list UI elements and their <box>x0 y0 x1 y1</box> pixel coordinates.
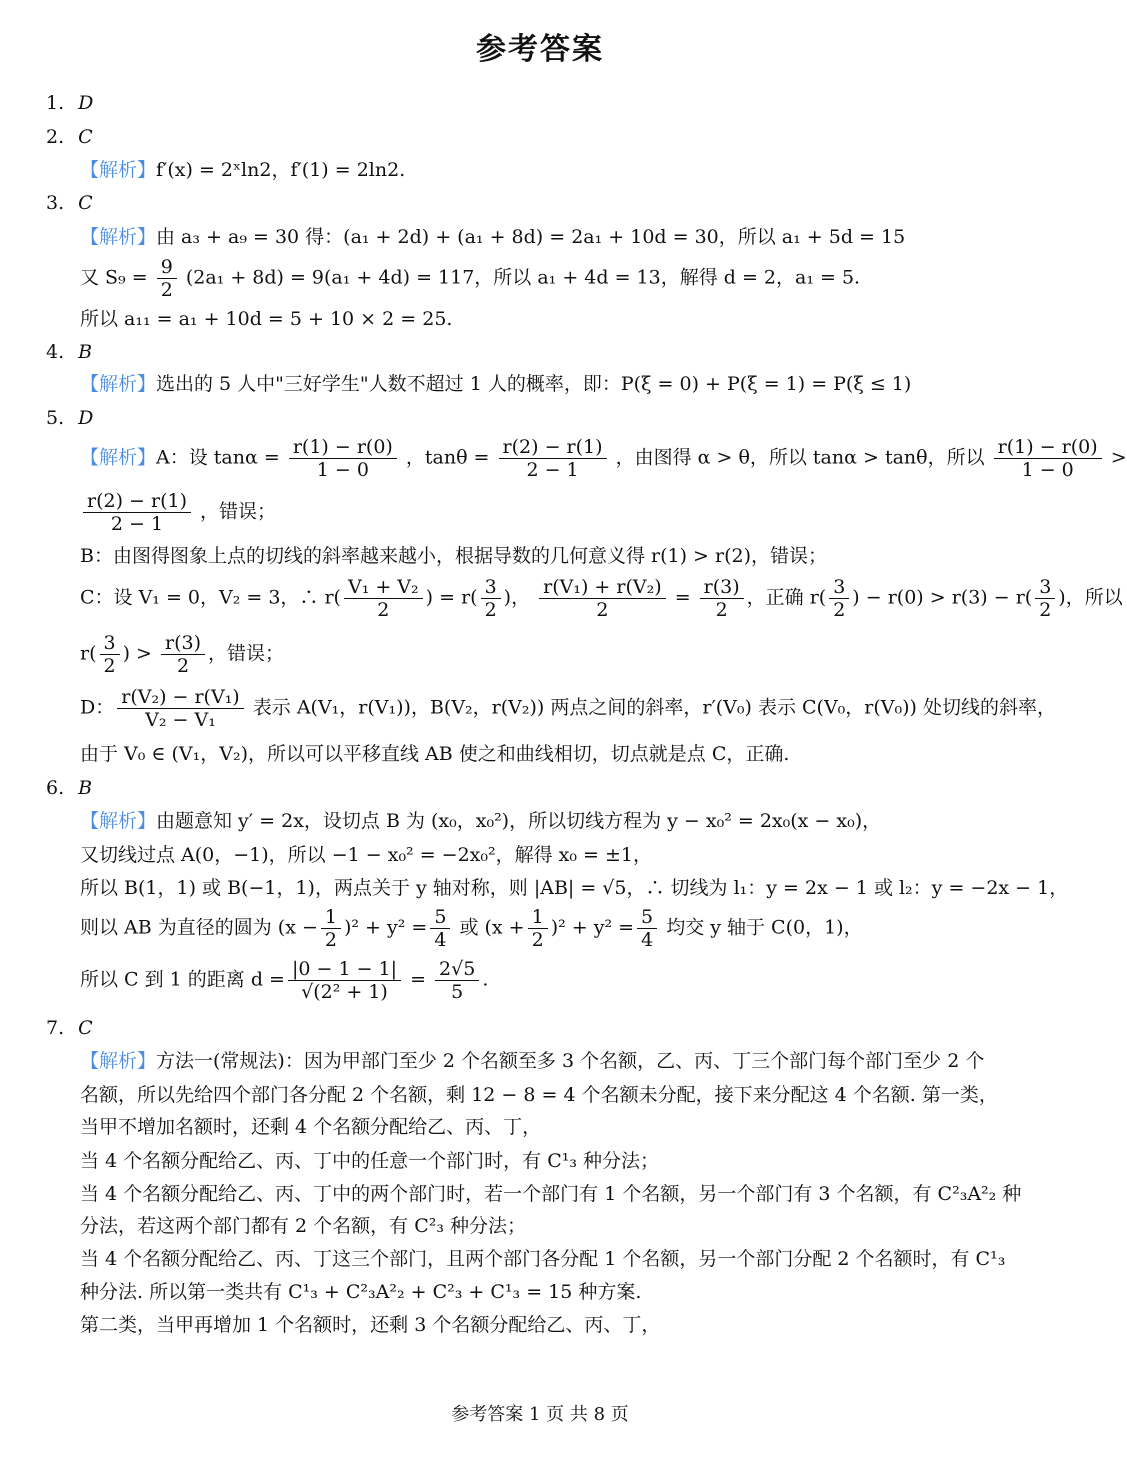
answer-number: 7. <box>46 1017 65 1039</box>
fraction-denominator: 4 <box>641 929 654 951</box>
fraction-numerator: r(2) − r(1) <box>499 436 607 459</box>
answer-choice: C <box>78 192 93 214</box>
text: ，由图得 α > θ，所以 tanα > tanθ，所以 <box>615 446 985 469</box>
q7-line-5: 当 4 个名额分配给乙、丙、丁中的两个部门时，若一个部门有 1 个名额，另一个部门有 3 个名额，有 C²₃A²₂ 种 <box>80 1183 1022 1205</box>
fraction-numerator: 1 <box>528 906 548 929</box>
q6-explanation <box>80 808 881 834</box>
answer-7 <box>46 1015 93 1041</box>
q5-option-d <box>80 686 1056 731</box>
answer-choice: B <box>78 777 93 799</box>
fraction-denominator: 2 <box>324 929 337 951</box>
text: = <box>410 968 426 991</box>
text: )² + y² = <box>343 916 428 939</box>
q7-line-8: 种分法. 所以第一类共有 C¹₃ + C²₃A²₂ + C²₃ + C¹₃ = 15 种方案. <box>80 1281 642 1303</box>
explanation-tag: 【解析】 <box>80 373 157 395</box>
fraction-numerator: r(1) − r(0) <box>994 436 1102 459</box>
q6-line-3: 所以 B(1，1) 或 B(−1，1)，两点关于 y 轴对称，则 |AB| = √5，∴ 切线为 l₁：y = 2x − 1 或 l₂：y = −2x − 1， <box>80 877 1069 899</box>
fraction-denominator: √(2² + 1) <box>301 981 388 1003</box>
text: ，错误； <box>208 642 285 665</box>
fraction-numerator: 3 <box>100 632 120 655</box>
answer-choice: D <box>78 92 94 114</box>
q7-line-9: 第二类，当甲再增加 1 个名额时，还剩 3 个名额分配给乙、丙、丁， <box>80 1314 661 1336</box>
fraction-denominator: 2 <box>833 599 846 621</box>
text: C：设 V₁ = 0，V₂ = 3，∴ r( <box>80 586 341 609</box>
text: 所以 C 到 1 的距离 d = <box>80 968 285 991</box>
fraction-denominator: 1 − 0 <box>1021 459 1074 481</box>
explanation-tag: 【解析】 <box>80 226 157 248</box>
fraction-numerator: 3 <box>481 576 501 599</box>
fraction <box>700 576 744 621</box>
answer-5 <box>46 405 93 431</box>
q7-line-2: 名额，所以先给四个部门各分配 2 个名额，剩 12 − 8 = 4 个名额未分配，接下来分配这 4 个名额. 第一类， <box>80 1084 998 1106</box>
fraction-denominator: 2 <box>377 599 390 621</box>
fraction-denominator: 2 <box>596 599 609 621</box>
q6-line-4 <box>80 906 863 951</box>
q5-option-a-cont <box>80 490 276 535</box>
text: A：设 tanα = <box>156 446 280 469</box>
answer-number: 5. <box>46 407 65 429</box>
fraction-numerator: 5 <box>637 906 657 929</box>
fraction-denominator: 2 − 1 <box>526 459 579 481</box>
text: )² + y² = <box>550 916 635 939</box>
q7-explanation <box>80 1048 984 1074</box>
fraction <box>321 906 341 951</box>
fraction-numerator: 3 <box>829 576 849 599</box>
text: . <box>482 968 489 991</box>
q2-line-1: f′(x) = 2ˣln2，f′(1) = 2ln2. <box>156 159 406 181</box>
page-title: 参考答案 <box>476 32 604 67</box>
fraction-numerator: 2√5 <box>435 958 479 981</box>
fraction-denominator: 2 <box>715 599 728 621</box>
q4-line-1: 选出的 5 人中"三好学生"人数不超过 1 人的概率，即：P(ξ = 0) + P(ξ = 1) = P(ξ ≤ 1) <box>156 373 912 395</box>
answer-3 <box>46 190 93 216</box>
fraction-denominator: V₂ − V₁ <box>145 709 216 731</box>
q3-line-1: 由 a₃ + a₉ = 30 得：(a₁ + 2d) + (a₁ + 8d) = 2a₁ + 10d = 30，所以 a₁ + 5d = 15 <box>156 226 906 248</box>
text: ，tanθ = <box>405 446 490 469</box>
fraction <box>100 632 120 677</box>
answer-choice: D <box>78 407 94 429</box>
fraction <box>499 436 607 481</box>
text: ) − r(0) > r(3) − r( <box>852 586 1033 609</box>
fraction-numerator: 3 <box>1035 576 1055 599</box>
q2-explanation <box>80 157 405 183</box>
answer-4 <box>46 339 92 365</box>
fraction <box>344 576 423 621</box>
answer-number: 3. <box>46 192 65 214</box>
q4-explanation <box>80 371 911 397</box>
fraction-numerator: r(V₁) + r(V₂) <box>539 576 666 599</box>
fraction <box>157 256 177 301</box>
answer-2 <box>46 124 93 150</box>
answer-number: 1. <box>46 92 65 114</box>
text: ，错误； <box>200 500 277 523</box>
fraction-denominator: 2 <box>1039 599 1052 621</box>
text: 或 (x + <box>459 916 525 939</box>
fraction-denominator: 4 <box>434 929 447 951</box>
fraction-denominator: 2 <box>160 279 173 301</box>
fraction-denominator: 2 <box>484 599 497 621</box>
fraction <box>83 490 191 535</box>
explanation-tag: 【解析】 <box>80 446 157 469</box>
fraction-denominator: 2 <box>176 655 190 677</box>
fraction-numerator: V₁ + V₂ <box>344 576 423 599</box>
answer-1 <box>46 90 93 116</box>
page-footer: 参考答案 1 页 共 8 页 <box>451 1404 629 1425</box>
answer-number: 2. <box>46 126 65 148</box>
fraction-numerator: r(V₂) − r(V₁) <box>117 686 244 709</box>
fraction <box>481 576 501 621</box>
fraction <box>539 576 666 621</box>
q7-line-7: 当 4 个名额分配给乙、丙、丁这三个部门，且两个部门各分配 1 个名额，另一个部门分配 2 个名额时，有 C¹₃ <box>80 1248 1006 1270</box>
fraction-numerator: r(3) <box>700 576 744 599</box>
q5-option-c-cont <box>80 632 284 677</box>
fraction-denominator: 1 − 0 <box>316 459 369 481</box>
q6-line-1: 由题意知 y′ = 2x，设切点 B 为 (x₀，x₀²)，所以切线方程为 y − x₀² = 2x₀(x − x₀)， <box>156 810 882 832</box>
fraction <box>161 632 205 677</box>
fraction <box>289 436 397 481</box>
answer-6 <box>46 775 92 801</box>
q7-line-6: 分法，若这两个部门都有 2 个名额，有 C²₃ 种分法； <box>80 1215 527 1237</box>
answer-choice: B <box>78 341 93 363</box>
fraction <box>994 436 1102 481</box>
fraction-numerator: 5 <box>430 906 450 929</box>
q3-explanation <box>80 224 905 250</box>
text: )，所以 <box>1058 586 1123 609</box>
fraction <box>288 958 401 1003</box>
text: ，正确 r( <box>746 586 827 609</box>
text: > <box>1110 446 1127 469</box>
answer-choice: C <box>78 1017 93 1039</box>
answer-number: 6. <box>46 777 65 799</box>
answer-choice: C <box>78 126 93 148</box>
fraction <box>430 906 450 951</box>
text: r( <box>80 642 97 665</box>
text: )， <box>503 586 531 609</box>
text: ) = r( <box>425 586 478 609</box>
q7-line-4: 当 4 个名额分配给乙、丙、丁中的任意一个部门时，有 C¹₃ 种分法； <box>80 1150 660 1172</box>
explanation-tag: 【解析】 <box>80 810 157 832</box>
fraction-numerator: r(3) <box>161 632 205 655</box>
q5-option-b: B：由图得图象上点的切线的斜率越来越小，根据导数的几何意义得 r(1) > r(2)，错误； <box>80 545 827 567</box>
fraction-numerator: 1 <box>321 906 341 929</box>
q7-line-1: 方法一(常规法)：因为甲部门至少 2 个名额至多 3 个名额，乙、丙、丁三个部门每个部门至少 2 个 <box>156 1050 985 1072</box>
q5-option-a <box>80 436 1127 481</box>
text: D： <box>80 696 115 719</box>
q7-line-3: 当甲不增加名额时，还剩 4 个名额分配给乙、丙、丁， <box>80 1116 542 1138</box>
q3-line-2 <box>80 256 860 301</box>
q6-line-2: 又切线过点 A(0，−1)，所以 −1 − x₀² = −2x₀²，解得 x₀ = ±1， <box>80 844 653 866</box>
text: 则以 AB 为直径的圆为 (x − <box>80 916 318 939</box>
text: 均交 y 轴于 C(0，1)， <box>666 916 863 939</box>
q3-line-3: 所以 a₁₁ = a₁ + 10d = 5 + 10 × 2 = 25. <box>80 308 453 330</box>
q3-line-2-text-b: (2a₁ + 8d) = 9(a₁ + 4d) = 117，所以 a₁ + 4d = 13，解得 d = 2，a₁ = 5. <box>185 266 861 289</box>
fraction <box>117 686 244 731</box>
q5-option-d-cont: 由于 V₀ ∈ (V₁，V₂)，所以可以平移直线 AB 使之和曲线相切，切点就是点 C，正确. <box>80 743 790 765</box>
fraction-denominator: 2 − 1 <box>110 513 164 535</box>
fraction <box>528 906 548 951</box>
text: 表示 A(V₁，r(V₁))，B(V₂，r(V₂)) 两点之间的斜率，r′(V₀) 表示 C(V₀，r(V₀)) 处切线的斜率， <box>252 696 1056 719</box>
text: = <box>674 586 691 609</box>
fraction-numerator: r(1) − r(0) <box>289 436 397 459</box>
fraction-numerator: 9 <box>157 256 177 279</box>
fraction-numerator: |0 − 1 − 1| <box>288 958 401 981</box>
explanation-tag: 【解析】 <box>80 1050 157 1072</box>
fraction-denominator: 5 <box>451 981 464 1003</box>
fraction-denominator: 2 <box>103 655 116 677</box>
fraction <box>637 906 657 951</box>
fraction <box>435 958 479 1003</box>
answer-number: 4. <box>46 341 65 363</box>
fraction-denominator: 2 <box>531 929 544 951</box>
q3-line-2-text-a: 又 S₉ = <box>80 266 148 289</box>
q6-line-5 <box>80 958 488 1003</box>
q5-option-c <box>80 576 1123 621</box>
explanation-tag: 【解析】 <box>80 159 157 181</box>
text: ) > <box>122 642 152 665</box>
fraction <box>829 576 849 621</box>
fraction <box>1035 576 1055 621</box>
fraction-numerator: r(2) − r(1) <box>83 490 191 513</box>
